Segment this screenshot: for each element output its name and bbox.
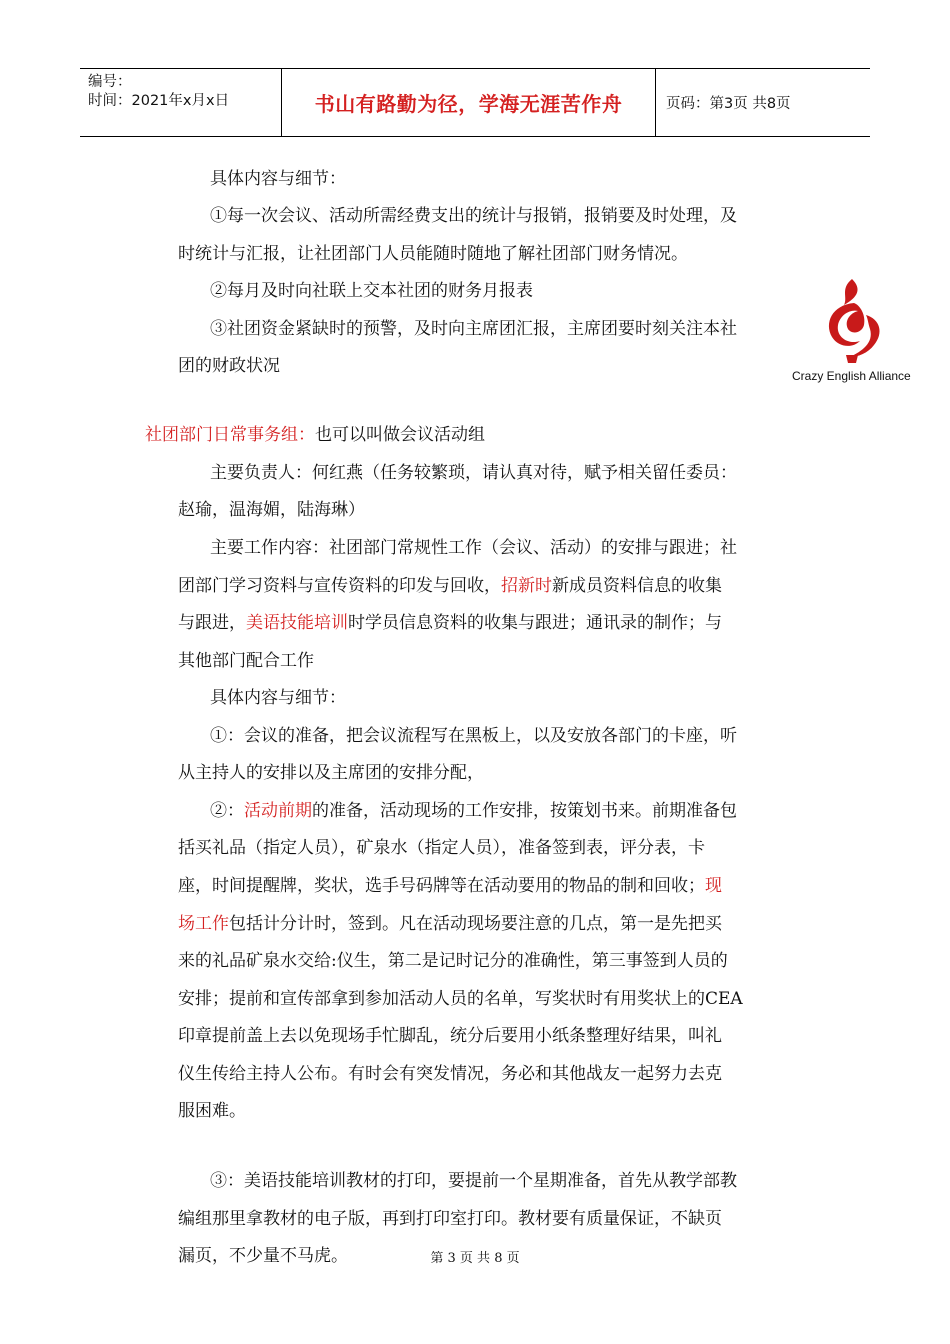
text-line xyxy=(210,201,737,226)
page-info: 页码：第3页 共8页 xyxy=(666,96,791,112)
text-segment: 具体内容与细节： xyxy=(210,169,346,189)
text-line xyxy=(145,420,485,445)
text-line xyxy=(210,721,737,746)
text-segment: 具体内容与细节： xyxy=(210,688,346,708)
highlighted-text: 场工作 xyxy=(178,914,229,934)
text-segment: ③社团资金紧缺时的预警，及时向主席团汇报，主席团要时刻关注本社 xyxy=(210,319,737,339)
logo-caption: Crazy English Alliance xyxy=(792,369,911,383)
text-segment: 主要负责人：何红燕（任务较繁琐，请认真对待，赋予相关留任委员： xyxy=(210,463,737,483)
text-segment: 括买礼品（指定人员），矿泉水（指定人员），准备签到表，评分表，卡 xyxy=(178,838,705,858)
text-line xyxy=(210,276,533,301)
text-line xyxy=(210,1166,737,1191)
text-segment: 来的礼品矿泉水交给:仪生，第二是记时记分的准确性，第三事签到人员的 xyxy=(178,951,728,971)
text-line xyxy=(210,164,346,189)
text-segment: 服困难。 xyxy=(178,1101,246,1121)
text-segment: ③：美语技能培训教材的打印，要提前一个星期准备，首先从教学部教 xyxy=(210,1171,737,1191)
text-line xyxy=(178,984,743,1009)
text-line xyxy=(178,239,688,264)
text-line xyxy=(210,533,737,558)
highlighted-text: 现 xyxy=(705,876,722,896)
text-line xyxy=(178,351,280,376)
text-segment: 与跟进， xyxy=(178,613,246,633)
text-segment: 时学员信息资料的收集与跟进；通讯录的制作；与 xyxy=(348,613,722,633)
text-segment: 从主持人的安排以及主席团的安排分配， xyxy=(178,763,484,783)
text-line xyxy=(178,1204,722,1229)
text-line xyxy=(178,646,314,671)
highlighted-text: 招新时 xyxy=(501,576,552,596)
highlighted-text: 活动前期 xyxy=(244,801,312,821)
text-segment: 编组那里拿教材的电子版，再到打印室打印。教材要有质量保证，不缺页 xyxy=(178,1209,722,1229)
text-segment: ①：会议的准备，把会议流程写在黑板上，以及安放各部门的卡座，听 xyxy=(210,726,737,746)
text-segment: 的准备，活动现场的工作安排，按策划书来。前期准备包 xyxy=(312,801,737,821)
text-segment: 时统计与汇报，让社团部门人员能随时随地了解社团部门财务情况。 xyxy=(178,244,688,264)
page-header xyxy=(80,68,870,137)
text-segment: 新成员资料信息的收集 xyxy=(552,576,722,596)
text-segment: 团部门学习资料与宣传资料的印发与回收， xyxy=(178,576,501,596)
text-line xyxy=(210,796,737,821)
text-line xyxy=(210,683,346,708)
text-segment: 仪生传给主持人公布。有时会有突发情况，务必和其他战友一起努力去克 xyxy=(178,1064,722,1084)
text-segment: 印章提前盖上去以免现场手忙脚乱，统分后要用小纸条整理好结果，叫礼 xyxy=(178,1026,722,1046)
text-segment: 漏页，不少量不马虎。 xyxy=(178,1246,348,1266)
text-segment: 安排；提前和宣传部拿到参加活动人员的名单，写奖状时有用奖状上的CEA xyxy=(178,989,743,1009)
text-line xyxy=(210,458,737,483)
text-segment: 主要工作内容：社团部门常规性工作（会议、活动）的安排与跟进；社 xyxy=(210,538,737,558)
text-line xyxy=(178,1021,722,1046)
text-line xyxy=(210,314,737,339)
text-line xyxy=(178,1096,246,1121)
text-segment: ②： xyxy=(210,801,244,821)
text-segment: 也可以叫做会议活动组 xyxy=(315,425,485,445)
text-line xyxy=(178,833,705,858)
highlighted-text: 社团部门日常事务组： xyxy=(145,425,315,445)
text-segment: 团的财政状况 xyxy=(178,356,280,376)
text-segment: 其他部门配合工作 xyxy=(178,651,314,671)
text-line xyxy=(178,871,722,896)
date-label: 时间：2021年x月x日 xyxy=(88,93,230,109)
text-segment: ②每月及时向社联上交本社团的财务月报表 xyxy=(210,281,533,301)
logo-icon xyxy=(818,275,890,365)
text-line xyxy=(178,1059,722,1084)
text-line xyxy=(178,909,722,934)
text-segment: ①每一次会议、活动所需经费支出的统计与报销，报销要及时处理，及 xyxy=(210,206,737,226)
text-line xyxy=(178,571,722,596)
text-line xyxy=(178,495,365,520)
motto: 书山有路勤为径，学海无涯苦作舟 xyxy=(282,69,656,136)
text-segment: 赵瑜，温海媚，陆海琳） xyxy=(178,500,365,520)
number-label: 编号： xyxy=(88,74,132,90)
text-segment: 座，时间提醒牌，奖状，选手号码牌等在活动要用的物品的制和回收； xyxy=(178,876,705,896)
text-segment: 包括计分计时，签到。凡在活动现场要注意的几点，第一是先把买 xyxy=(229,914,722,934)
page-footer: 第 3 页 共 8 页 xyxy=(430,1251,520,1266)
text-line xyxy=(178,608,722,633)
text-line xyxy=(178,946,728,971)
highlighted-text: 美语技能培训 xyxy=(246,613,348,633)
text-line xyxy=(178,758,484,783)
header-meta xyxy=(80,69,282,136)
